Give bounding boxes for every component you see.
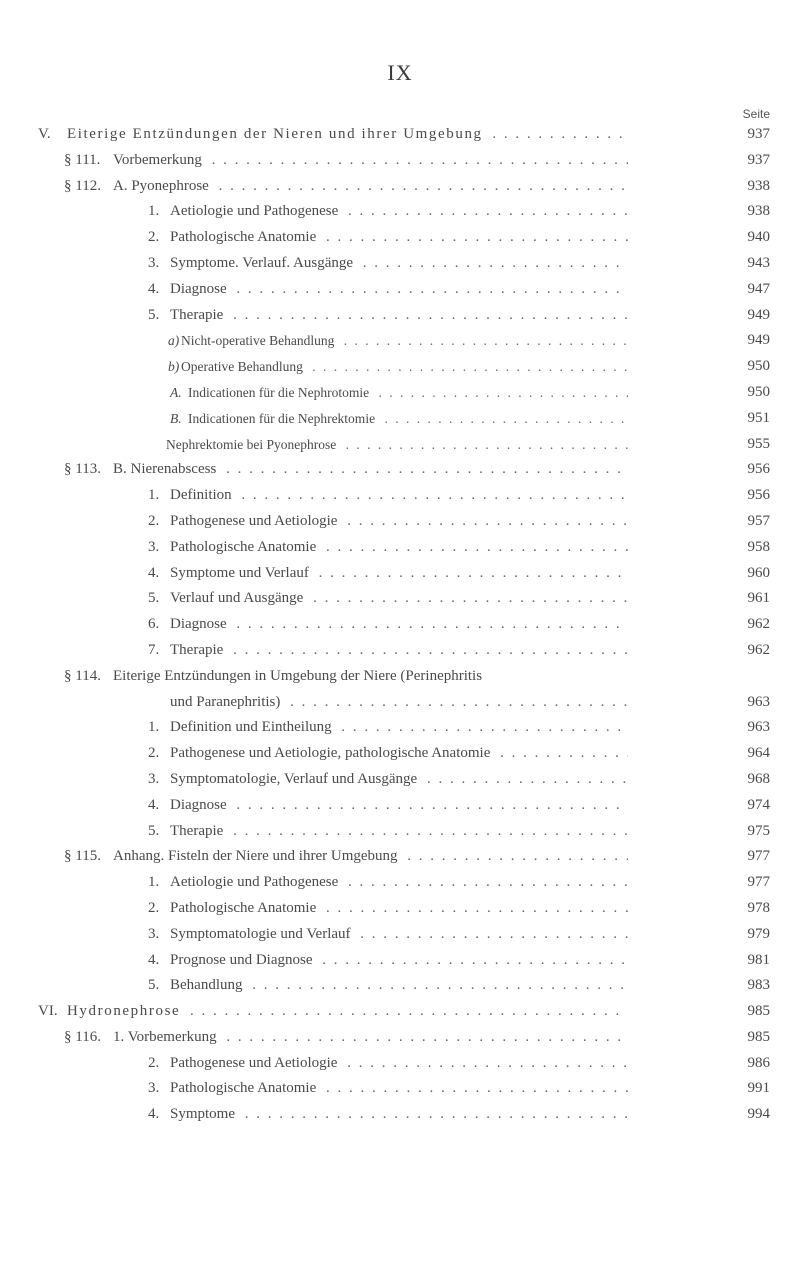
toc-entry	[0, 690, 800, 716]
toc-entry	[0, 535, 800, 561]
toc-entry-title: Symptomatologie und Verlauf	[170, 926, 355, 942]
toc-entry	[0, 741, 800, 767]
toc-entry-page: 991	[747, 1080, 770, 1097]
toc-entry-number: 5.	[148, 977, 160, 994]
toc-entry-title-wrap	[170, 741, 628, 767]
toc-entry	[0, 483, 800, 509]
toc-entry-page: 957	[747, 512, 770, 529]
toc-entry-number: 2.	[148, 745, 160, 762]
toc-entry-title-wrap	[170, 586, 628, 612]
toc-entry-title-wrap	[170, 225, 628, 251]
toc-entry-title-wrap	[113, 664, 628, 690]
toc-entry-title-wrap	[170, 612, 628, 638]
toc-entry-title: 1. Vorbemerkung	[113, 1029, 221, 1045]
toc-entry-page: 962	[747, 641, 770, 658]
toc-entry-page: 963	[747, 693, 770, 710]
toc-entry-title-wrap	[170, 973, 628, 999]
toc-entry-title-wrap	[170, 509, 628, 535]
toc-entry-number: 1.	[148, 203, 160, 220]
toc-entry-page: 964	[747, 745, 770, 762]
toc-entry-title: Behandlung	[170, 977, 247, 993]
toc-entry	[0, 225, 800, 251]
toc-entry-number: § 114.	[64, 667, 101, 684]
toc-entry-title: Nephrektomie bei Pyonephrose	[166, 437, 340, 452]
toc-entry-number: § 112.	[64, 177, 101, 194]
toc-entry	[0, 380, 800, 406]
toc-entry-page: 937	[747, 126, 770, 142]
toc-entry-title: Therapie	[170, 307, 227, 323]
toc-entry	[0, 509, 800, 535]
toc-entry-page: 960	[747, 564, 770, 581]
toc-entry-title: Hydronephrose	[67, 1003, 184, 1019]
toc-entry-title-wrap	[188, 406, 628, 432]
toc-entry	[0, 122, 800, 148]
toc-entry-page: 938	[747, 177, 770, 194]
toc-entry-title: Pathogenese und Aetiologie	[170, 513, 341, 529]
toc-entry-number: 2.	[148, 512, 160, 529]
toc-entry-title: Pathologische Anatomie	[170, 539, 320, 555]
toc-entry-page: 958	[747, 538, 770, 555]
toc-entry-title-wrap	[113, 457, 628, 483]
toc-entry-page: 978	[747, 899, 770, 916]
toc-entry-number: § 113.	[64, 461, 101, 478]
toc-entry	[0, 870, 800, 896]
toc-entry-number: 2.	[148, 229, 160, 246]
toc-entry-title-wrap	[170, 251, 628, 277]
toc-entry-title: Eiterige Entzündungen der Nieren und ihrer Umgebung	[67, 126, 487, 142]
toc-entry-title: Symptome. Verlauf. Ausgänge	[170, 255, 357, 271]
toc-entry-title-wrap	[170, 767, 628, 793]
toc-entry	[0, 406, 800, 432]
toc-entry	[0, 844, 800, 870]
toc-entry-number: 4.	[148, 1106, 160, 1123]
toc-entry-page: 981	[747, 951, 770, 968]
toc-entry-number: 4.	[148, 564, 160, 581]
toc-entry-page: 979	[747, 925, 770, 942]
toc-entry-page: 951	[747, 409, 770, 426]
toc-entry-number: A.	[170, 384, 182, 400]
toc-entry-number: 3.	[148, 770, 160, 787]
toc-entry-page: 949	[747, 332, 770, 349]
toc-entry-title: Definition und Eintheilung	[170, 719, 336, 735]
toc-entry-title-wrap	[181, 354, 628, 380]
toc-entry-title: Diagnose	[170, 616, 231, 632]
toc-entry-number: 3.	[148, 254, 160, 271]
toc-entry	[0, 819, 800, 845]
toc-entry	[0, 1076, 800, 1102]
toc-entry-title-wrap	[170, 948, 628, 974]
toc-entry-page: 961	[747, 590, 770, 607]
toc-entry-title: Indicationen für die Nephrotomie	[188, 385, 373, 400]
toc-entry	[0, 896, 800, 922]
toc-entry-title: Definition	[170, 487, 236, 503]
toc-entry	[0, 199, 800, 225]
toc-entry	[0, 432, 800, 458]
toc-entry-title: Therapie	[170, 642, 227, 658]
toc-entry-title-wrap	[170, 277, 628, 303]
toc-entry-title-wrap	[113, 148, 628, 174]
toc-entry-title-wrap	[170, 535, 628, 561]
toc-entry-number: § 111.	[64, 151, 101, 168]
toc-entry	[0, 561, 800, 587]
toc-entry-title-wrap	[170, 715, 628, 741]
toc-entry-title: Vorbemerkung	[113, 152, 206, 168]
toc-entry-page: 968	[747, 770, 770, 787]
toc-entry	[0, 999, 800, 1025]
toc-entry-title-wrap	[188, 380, 628, 406]
toc-entry-page: 985	[747, 1003, 770, 1020]
toc-entry-number: 1.	[148, 487, 160, 504]
toc-entry-title: Eiterige Entzündungen in Umgebung der Niere (Perinephritis	[113, 668, 486, 684]
toc-entry-page: 983	[747, 977, 770, 994]
toc-entry-title: Pathogenese und Aetiologie	[170, 1055, 341, 1071]
toc-entry-page: 943	[747, 254, 770, 271]
toc-entry-title-wrap	[113, 1025, 628, 1051]
toc-entry	[0, 1025, 800, 1051]
toc-entry-title: und Paranephritis)	[170, 694, 284, 710]
toc-entry-title-wrap	[166, 432, 628, 458]
toc-entry-number: 1.	[148, 874, 160, 891]
toc-entry-number: § 115.	[64, 848, 101, 865]
toc-entry-title: Nicht-operative Behandlung	[181, 333, 338, 348]
toc-entry-title: Symptomatologie, Verlauf und Ausgänge	[170, 771, 421, 787]
toc-entry-number: V.	[38, 126, 51, 142]
toc-entry-page: 975	[747, 822, 770, 839]
toc-entry-title-wrap	[170, 870, 628, 896]
toc-entry-title-wrap	[170, 1051, 628, 1077]
toc-entry-title-wrap	[170, 896, 628, 922]
toc-entry-title-wrap	[113, 174, 628, 200]
toc-entry-page: 956	[747, 487, 770, 504]
toc-entry-number: b)	[168, 359, 180, 375]
toc-entry-title-wrap	[170, 922, 628, 948]
toc-entry	[0, 948, 800, 974]
toc-entry	[0, 251, 800, 277]
toc-entry	[0, 303, 800, 329]
toc-entry-title: Pathologische Anatomie	[170, 229, 320, 245]
toc-entry-title: Anhang. Fisteln der Niere und ihrer Umgebung	[113, 848, 402, 864]
toc-entry-number: 4.	[148, 280, 160, 297]
toc-entry-page: 956	[747, 461, 770, 478]
toc-entry-title: Pathologische Anatomie	[170, 900, 320, 916]
toc-entry-title-wrap	[170, 1102, 628, 1128]
toc-entry-title: Indicationen für die Nephrektomie	[188, 411, 379, 426]
toc-entry	[0, 586, 800, 612]
toc-entry-title: Diagnose	[170, 281, 231, 297]
toc-entry	[0, 767, 800, 793]
toc-entry	[0, 715, 800, 741]
toc-entry-title-wrap	[113, 844, 628, 870]
toc-entry-number: 3.	[148, 1080, 160, 1097]
toc-entry	[0, 922, 800, 948]
toc-entry-number: 1.	[148, 719, 160, 736]
toc-entry-title-wrap	[67, 122, 628, 148]
toc-entry-page: 985	[747, 1028, 770, 1045]
toc-entry-title-wrap	[170, 793, 628, 819]
toc-entry-title-wrap	[67, 999, 628, 1025]
toc-entry-number: 5.	[148, 590, 160, 607]
toc-entry-title-wrap	[170, 199, 628, 225]
toc-entry-page: 977	[747, 874, 770, 891]
toc-entry-title: Diagnose	[170, 797, 231, 813]
toc-entry-title-wrap	[170, 690, 628, 716]
toc-entry-title-wrap	[170, 819, 628, 845]
toc-entry-title: Pathologische Anatomie	[170, 1080, 320, 1096]
toc-entry-page: 940	[747, 229, 770, 246]
toc-entry-page: 937	[747, 151, 770, 168]
toc-entry-page: 950	[747, 383, 770, 400]
toc-entry	[0, 174, 800, 200]
toc-entry-title-wrap	[170, 483, 628, 509]
toc-entry	[0, 277, 800, 303]
toc-entry-page: 963	[747, 719, 770, 736]
toc-entry-number: a)	[168, 333, 180, 349]
page-number: IX	[387, 60, 413, 85]
toc-entry-number: 6.	[148, 616, 160, 633]
toc-entry-page: 950	[747, 358, 770, 375]
toc-entry-number: 2.	[148, 1054, 160, 1071]
toc-entry	[0, 354, 800, 380]
toc-entry-page: 947	[747, 280, 770, 297]
toc-entry-number: § 116.	[64, 1028, 101, 1045]
toc-entry	[0, 664, 800, 690]
toc-entry	[0, 612, 800, 638]
toc-entry	[0, 328, 800, 354]
toc-entry-title: Symptome und Verlauf	[170, 565, 313, 581]
toc-entry-number: 3.	[148, 538, 160, 555]
toc-entry-page: 974	[747, 796, 770, 813]
toc-entry-page: 938	[747, 203, 770, 220]
toc-entry-number: 5.	[148, 822, 160, 839]
toc-entry-page: 977	[747, 848, 770, 865]
toc-entry	[0, 638, 800, 664]
toc-entry-title: Pathogenese und Aetiologie, pathologische Anatomie	[170, 745, 494, 761]
toc-entry	[0, 1051, 800, 1077]
toc-entry-page: 986	[747, 1054, 770, 1071]
toc-entry-number: 2.	[148, 899, 160, 916]
table-of-contents	[0, 122, 800, 1128]
toc-entry-title: B. Nierenabscess	[113, 461, 220, 477]
toc-entry-title: Aetiologie und Pathogenese	[170, 203, 342, 219]
page-column-label: Seite	[742, 107, 770, 121]
toc-entry-title: Verlauf und Ausgänge	[170, 590, 307, 606]
toc-entry-title-wrap	[170, 561, 628, 587]
toc-entry-number: 5.	[148, 306, 160, 323]
toc-entry-page: 955	[747, 435, 770, 452]
toc-entry-title-wrap	[181, 328, 628, 354]
toc-entry-title: Therapie	[170, 823, 227, 839]
toc-entry-number: 3.	[148, 925, 160, 942]
toc-entry-page: 962	[747, 616, 770, 633]
toc-entry-page: 949	[747, 306, 770, 323]
toc-entry-number: VI.	[38, 1003, 58, 1020]
toc-entry-title: Aetiologie und Pathogenese	[170, 874, 342, 890]
toc-entry-number: 4.	[148, 951, 160, 968]
toc-entry	[0, 973, 800, 999]
toc-entry-number: 4.	[148, 796, 160, 813]
toc-entry-number: 7.	[148, 641, 160, 658]
toc-entry	[0, 1102, 800, 1128]
toc-entry-title: Symptome	[170, 1106, 239, 1122]
toc-entry-title: Prognose und Diagnose	[170, 952, 317, 968]
toc-entry	[0, 148, 800, 174]
toc-entry-page: 994	[747, 1106, 770, 1123]
toc-entry	[0, 457, 800, 483]
toc-entry-title-wrap	[170, 303, 628, 329]
toc-entry-title: Operative Behandlung	[181, 359, 307, 374]
toc-entry-title-wrap	[170, 1076, 628, 1102]
toc-entry-number: B.	[170, 410, 182, 426]
toc-entry-title-wrap	[170, 638, 628, 664]
toc-entry	[0, 793, 800, 819]
toc-entry-title: A. Pyonephrose	[113, 178, 213, 194]
